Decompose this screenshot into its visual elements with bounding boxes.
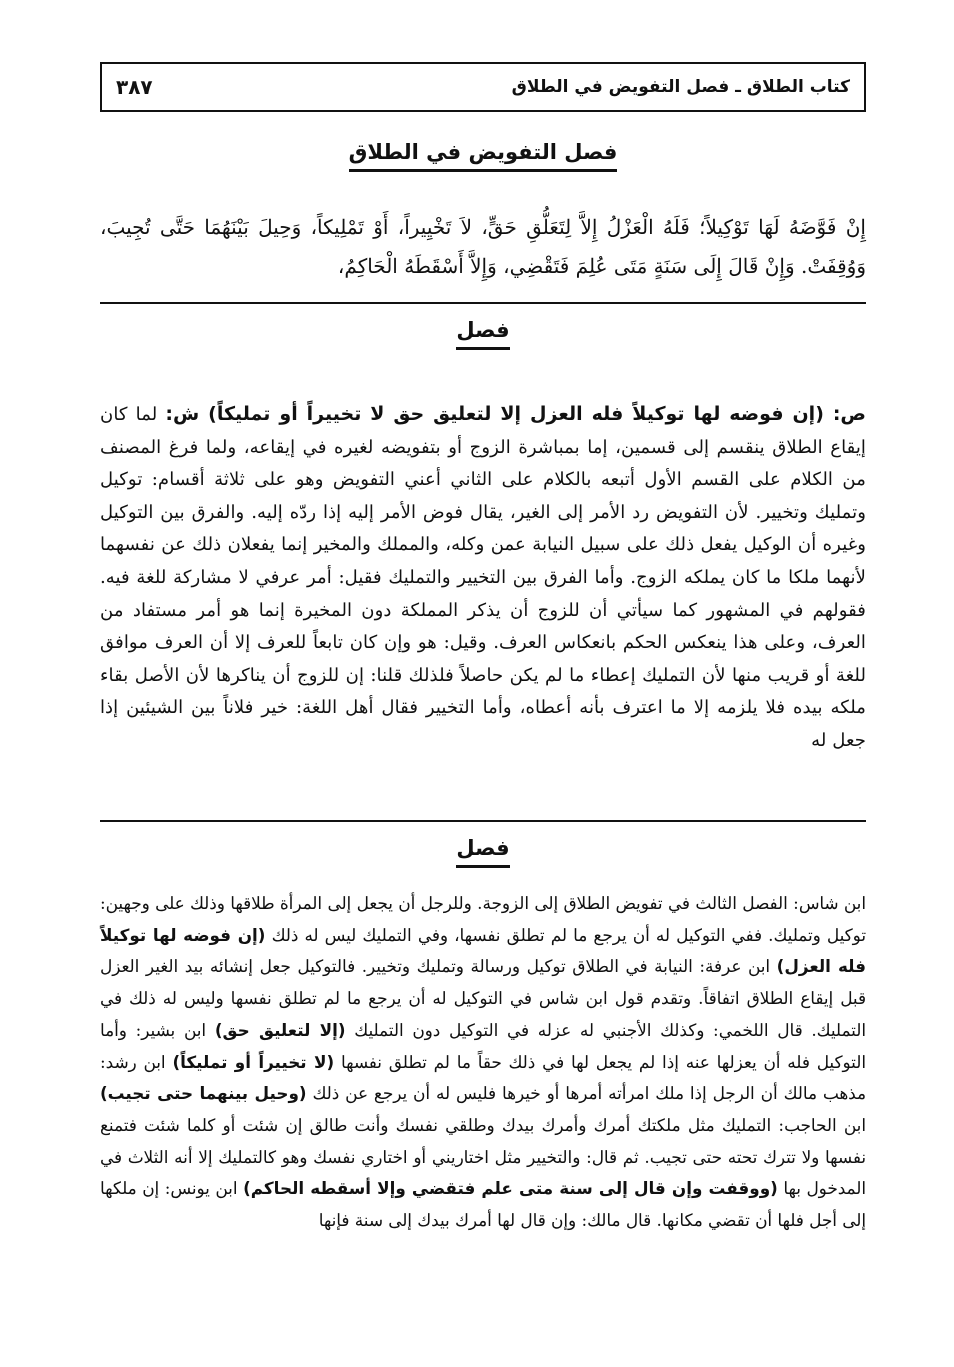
- section-title-text: فصل التفويض في الطلاق: [349, 140, 618, 172]
- citation-text: ابن عرفة: النيابة في الطلاق توكيل ورسالة وتمليك وتخيير. فالتوكيل جعل إنشائه بيد الغير العزل قبل إيقاع الطلاق اتفاقاً. وتقدم قول ابن شاس في التوكيل له أن يرجع ما لم تطلق نفسها وليس له ذلك في التمليك. قال اللخمي: وكذلك الأجنبي له عزله في التوكيل دون التمليك: [100, 956, 866, 1040]
- citation-text: ابن رشد: مذهب مالك أن الرجل إذا ملك امرأته أمرها أو خيرها فليس له أن يرجع عن ذلك: [100, 1051, 866, 1104]
- matn-text: إِنْ فَوَّضَهُ لَهَا تَوْكِيلاً؛ فَلَهُ الْعَزْلُ إِلاَّ لِتَعَلُّقِ حَقٍّ، لاَ تَخْيِيراً، أَوْ تَمْلِيكاً، وَحِيلَ بَيْنَهُمَا حَتَّى تُجِيبَ، وَوُقِفَتْ. وَإِنْ قَالَ إِلَى سَنَةٍ مَتَى عُلِمَ فَتَقْضِي، وَإِلاَّ أَسْقَطَهُ الْحَاكِمُ،: [100, 215, 866, 278]
- running-head: كتاب الطلاق ـ فصل التفويض في الطلاق: [511, 77, 850, 97]
- commentary-paragraph: [100, 398, 866, 758]
- citation-text: ابن بشير: وأما التوكيل فله أن يعزلها عنه إذا لم يجعل لها في ذلك حقاً ما لم تطلق نفسها: [100, 1019, 866, 1072]
- section-title: [100, 140, 866, 172]
- divider-rule: [100, 820, 866, 822]
- citations-paragraph: [100, 888, 866, 1237]
- quoted-matn: (إلا لتعليق حق): [214, 1019, 346, 1040]
- citation-text: ابن شاس: الفصل الثالث في تفويض الطلاق إلى الزوجة. وللرجل أن يجعل إلى المرأة طلاقها وذلك على وجهين: توكيل وتمليك. ففي التوكيل له أن يرجع ما لم تطلق نفسها، وفي التمليك ليس له ذلك: [100, 893, 866, 945]
- page-number: ٣٨٧: [116, 75, 153, 99]
- fasl-heading: [100, 318, 866, 350]
- commentary-lead: ص: (إن فوضه لها توكيلاً فله العزل إلا لتعليق حق لا تخييراً أو تمليكاً) ش:: [165, 403, 866, 425]
- divider-rule: [100, 302, 866, 304]
- fasl-heading: [100, 836, 866, 868]
- page-header: [100, 62, 866, 112]
- commentary-body: لما كان إيقاع الطلاق ينقسم إلى قسمين، إما بمباشرة الزوج أو بتفويضه لغيره في إيقاعه، ولما فرغ المصنف من الكلام على القسم الأول أتبعه بالكلام على الثاني أعني التفويض وهو على ثلاثة أقسام: توكيل وتمليك وتخيير. لأن التفويض رد الأمر إلى الغير، يقال فوض الأمر إليه إذا ردّه إليه. والفرق بين التوكيل وغيره أن الوكيل يفعل ذلك على سبيل النيابة عمن وكله، والمملك والمخير إنما يفعلان ذلك عن نفسهما لأنهما ملكا ما كان يملكه الزوج. وأما الفرق بين التخيير والتمليك فقيل: أمر عرفي لا مشاركة للغة فيه. فقولهم في المشهور كما سيأتي أن للزوج أن يذكر المملكة دون المخيرة إنما هو أمر مستفاد من العرف، وعلى هذا ينعكس الحكم بانعكاس العرف. وقيل: هو وإن كان تابعاً للعرف إلا أن العرف موافق للغة أو قريب منها لأن التمليك إعطاء ما لم يكن حاصلاً فلذلك قلنا: إن للزوج أن يناكرها لأن الأصل بقاء ملكه بيده فلا يلزمه إلا ما اعترف بأنه أعطاه، وأما التخيير فقال أهل اللغة: خير فلاناً بين الشيئين إذا جعل له: [100, 404, 866, 751]
- fasl-heading-text: فصل: [456, 318, 509, 350]
- quoted-matn: (وحيل بينهما حتى تجيب): [100, 1083, 307, 1104]
- citation-text: ابن يونس: إن ملكها إلى أجل فلها أن تقضي مكانها. قال مالك: وإن قال لها أمرك بيدك إلى سنة فإنها: [100, 1178, 866, 1231]
- citation-text: ابن الحاجب: التمليك مثل ملكتك أمرك وأمرك بيدك وطلقي نفسك وأنت طالق إن شئت أو كلما شئت فتمنع نفسها ولا تترك تحته حتى تجيب. ثم قال: والتخيير مثل اختاريني أو اختاري نفسك وهو كالتمليك إلا أنه الثلاث في المدخول بها: [100, 1114, 867, 1199]
- quoted-matn: (ووقفت وإن قال إلى سنة متى علم فتقضي وإلا أسقطه الحاكم): [243, 1178, 778, 1199]
- quoted-matn: (لا تخييراً أو تمليكاً): [172, 1051, 335, 1072]
- quoted-matn: (إن فوضه لها توكيلاً فله العزل): [100, 924, 866, 977]
- fasl-heading-text: فصل: [456, 836, 509, 868]
